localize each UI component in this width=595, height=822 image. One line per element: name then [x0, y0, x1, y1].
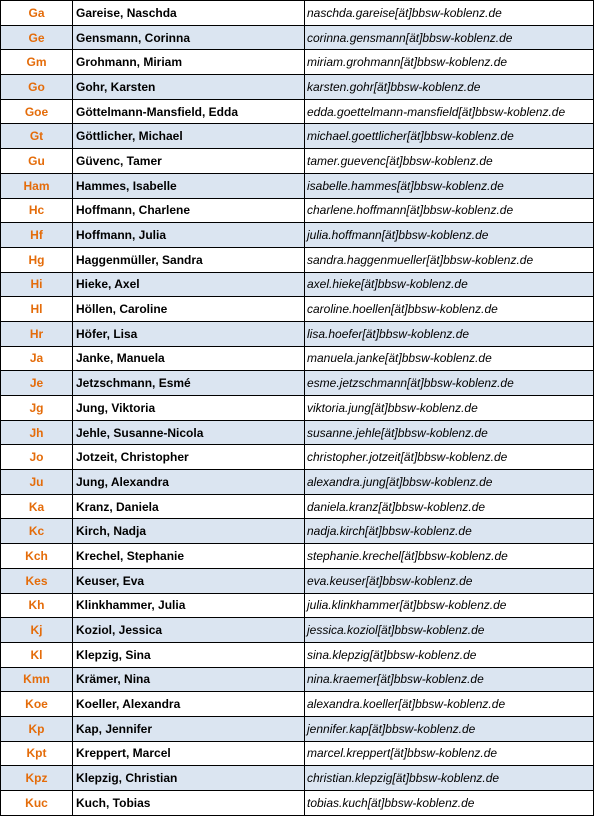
staff-code: Kc	[1, 519, 73, 544]
staff-email: corinna.gensmann[ät]bbsw-koblenz.de	[305, 25, 594, 50]
staff-email: karsten.gohr[ät]bbsw-koblenz.de	[305, 75, 594, 100]
table-row	[1, 297, 594, 322]
staff-email: viktoria.jung[ät]bbsw-koblenz.de	[305, 396, 594, 421]
staff-code: Ju	[1, 470, 73, 495]
staff-email: manuela.janke[ät]bbsw-koblenz.de	[305, 346, 594, 371]
table-row	[1, 50, 594, 75]
staff-code: Ham	[1, 173, 73, 198]
staff-name: Haggenmüller, Sandra	[73, 247, 305, 272]
table-row	[1, 544, 594, 569]
staff-code: Hf	[1, 223, 73, 248]
staff-code: Kmn	[1, 667, 73, 692]
staff-name: Kirch, Nadja	[73, 519, 305, 544]
staff-code: Goe	[1, 99, 73, 124]
staff-code: Koe	[1, 692, 73, 717]
staff-email: miriam.grohmann[ät]bbsw-koblenz.de	[305, 50, 594, 75]
staff-code: Hi	[1, 272, 73, 297]
staff-name: Janke, Manuela	[73, 346, 305, 371]
table-row	[1, 716, 594, 741]
staff-email: tobias.kuch[ät]bbsw-koblenz.de	[305, 791, 594, 816]
staff-name: Klepzig, Christian	[73, 766, 305, 791]
staff-code: Kh	[1, 593, 73, 618]
staff-name: Göttelmann-Mansfield, Edda	[73, 99, 305, 124]
staff-name: Grohmann, Miriam	[73, 50, 305, 75]
staff-name: Kuch, Tobias	[73, 791, 305, 816]
staff-code: Kpt	[1, 741, 73, 766]
staff-name: Krämer, Nina	[73, 667, 305, 692]
staff-name: Jung, Alexandra	[73, 470, 305, 495]
staff-name: Kreppert, Marcel	[73, 741, 305, 766]
staff-email: nadja.kirch[ät]bbsw-koblenz.de	[305, 519, 594, 544]
staff-name: Gareise, Naschda	[73, 1, 305, 26]
table-row	[1, 568, 594, 593]
staff-code: Kch	[1, 544, 73, 569]
staff-name: Klepzig, Sina	[73, 642, 305, 667]
table-row	[1, 593, 594, 618]
staff-email: charlene.hoffmann[ät]bbsw-koblenz.de	[305, 198, 594, 223]
staff-code: Ja	[1, 346, 73, 371]
staff-email: daniela.kranz[ät]bbsw-koblenz.de	[305, 494, 594, 519]
table-row	[1, 766, 594, 791]
table-row	[1, 667, 594, 692]
staff-code: Hg	[1, 247, 73, 272]
table-row	[1, 346, 594, 371]
table-row	[1, 445, 594, 470]
staff-code: Hr	[1, 321, 73, 346]
staff-code: Gu	[1, 149, 73, 174]
staff-email: caroline.hoellen[ät]bbsw-koblenz.de	[305, 297, 594, 322]
staff-code: Hl	[1, 297, 73, 322]
staff-code: Ga	[1, 1, 73, 26]
staff-name: Kranz, Daniela	[73, 494, 305, 519]
staff-name: Gohr, Karsten	[73, 75, 305, 100]
staff-name: Hieke, Axel	[73, 272, 305, 297]
staff-code: Jh	[1, 420, 73, 445]
staff-code: Kpz	[1, 766, 73, 791]
staff-email: christopher.jotzeit[ät]bbsw-koblenz.de	[305, 445, 594, 470]
staff-name: Höfer, Lisa	[73, 321, 305, 346]
staff-email: jessica.koziol[ät]bbsw-koblenz.de	[305, 618, 594, 643]
staff-name: Göttlicher, Michael	[73, 124, 305, 149]
table-row	[1, 75, 594, 100]
staff-email: julia.hoffmann[ät]bbsw-koblenz.de	[305, 223, 594, 248]
staff-name: Hoffmann, Julia	[73, 223, 305, 248]
table-row	[1, 198, 594, 223]
table-row	[1, 247, 594, 272]
staff-code: Ge	[1, 25, 73, 50]
staff-name: Keuser, Eva	[73, 568, 305, 593]
table-row	[1, 124, 594, 149]
table-row	[1, 99, 594, 124]
staff-email: edda.goettelmann-mansfield[ät]bbsw-koblenz.de	[305, 99, 594, 124]
staff-code: Kl	[1, 642, 73, 667]
staff-code: Gt	[1, 124, 73, 149]
table-row	[1, 25, 594, 50]
staff-email: alexandra.koeller[ät]bbsw-koblenz.de	[305, 692, 594, 717]
staff-code: Go	[1, 75, 73, 100]
staff-email: eva.keuser[ät]bbsw-koblenz.de	[305, 568, 594, 593]
staff-code: Jg	[1, 396, 73, 421]
staff-name: Jung, Viktoria	[73, 396, 305, 421]
staff-name: Hoffmann, Charlene	[73, 198, 305, 223]
staff-name: Kap, Jennifer	[73, 716, 305, 741]
table-row	[1, 223, 594, 248]
table-row	[1, 618, 594, 643]
staff-email: axel.hieke[ät]bbsw-koblenz.de	[305, 272, 594, 297]
staff-name: Güvenc, Tamer	[73, 149, 305, 174]
staff-email: isabelle.hammes[ät]bbsw-koblenz.de	[305, 173, 594, 198]
staff-code: Kuc	[1, 791, 73, 816]
staff-code: Jo	[1, 445, 73, 470]
staff-code: Gm	[1, 50, 73, 75]
staff-code: Je	[1, 371, 73, 396]
staff-email: lisa.hoefer[ät]bbsw-koblenz.de	[305, 321, 594, 346]
staff-name: Koeller, Alexandra	[73, 692, 305, 717]
table-row	[1, 173, 594, 198]
staff-email: marcel.kreppert[ät]bbsw-koblenz.de	[305, 741, 594, 766]
staff-email: alexandra.jung[ät]bbsw-koblenz.de	[305, 470, 594, 495]
table-row	[1, 420, 594, 445]
staff-email: susanne.jehle[ät]bbsw-koblenz.de	[305, 420, 594, 445]
staff-code: Ka	[1, 494, 73, 519]
staff-email: sina.klepzig[ät]bbsw-koblenz.de	[305, 642, 594, 667]
table-row	[1, 642, 594, 667]
staff-name: Jehle, Susanne-Nicola	[73, 420, 305, 445]
staff-code: Hc	[1, 198, 73, 223]
staff-name: Gensmann, Corinna	[73, 25, 305, 50]
staff-email: sandra.haggenmueller[ät]bbsw-koblenz.de	[305, 247, 594, 272]
table-row	[1, 791, 594, 816]
table-row	[1, 1, 594, 26]
table-row	[1, 321, 594, 346]
staff-name: Koziol, Jessica	[73, 618, 305, 643]
table-row	[1, 692, 594, 717]
staff-email: christian.klepzig[ät]bbsw-koblenz.de	[305, 766, 594, 791]
table-row	[1, 519, 594, 544]
staff-code: Kp	[1, 716, 73, 741]
table-row	[1, 371, 594, 396]
staff-code: Kj	[1, 618, 73, 643]
table-row	[1, 494, 594, 519]
staff-name: Hammes, Isabelle	[73, 173, 305, 198]
staff-name: Jetzschmann, Esmé	[73, 371, 305, 396]
staff-email: tamer.guevenc[ät]bbsw-koblenz.de	[305, 149, 594, 174]
staff-email: julia.klinkhammer[ät]bbsw-koblenz.de	[305, 593, 594, 618]
table-row	[1, 470, 594, 495]
staff-email: nina.kraemer[ät]bbsw-koblenz.de	[305, 667, 594, 692]
staff-email: esme.jetzschmann[ät]bbsw-koblenz.de	[305, 371, 594, 396]
staff-code: Kes	[1, 568, 73, 593]
table-row	[1, 741, 594, 766]
staff-email: naschda.gareise[ät]bbsw-koblenz.de	[305, 1, 594, 26]
staff-email: stephanie.krechel[ät]bbsw-koblenz.de	[305, 544, 594, 569]
staff-name: Krechel, Stephanie	[73, 544, 305, 569]
staff-name: Jotzeit, Christopher	[73, 445, 305, 470]
staff-email: jennifer.kap[ät]bbsw-koblenz.de	[305, 716, 594, 741]
table-row	[1, 272, 594, 297]
table-row	[1, 149, 594, 174]
staff-name: Klinkhammer, Julia	[73, 593, 305, 618]
staff-email: michael.goettlicher[ät]bbsw-koblenz.de	[305, 124, 594, 149]
staff-table-body	[1, 1, 594, 816]
staff-name: Höllen, Caroline	[73, 297, 305, 322]
table-row	[1, 396, 594, 421]
